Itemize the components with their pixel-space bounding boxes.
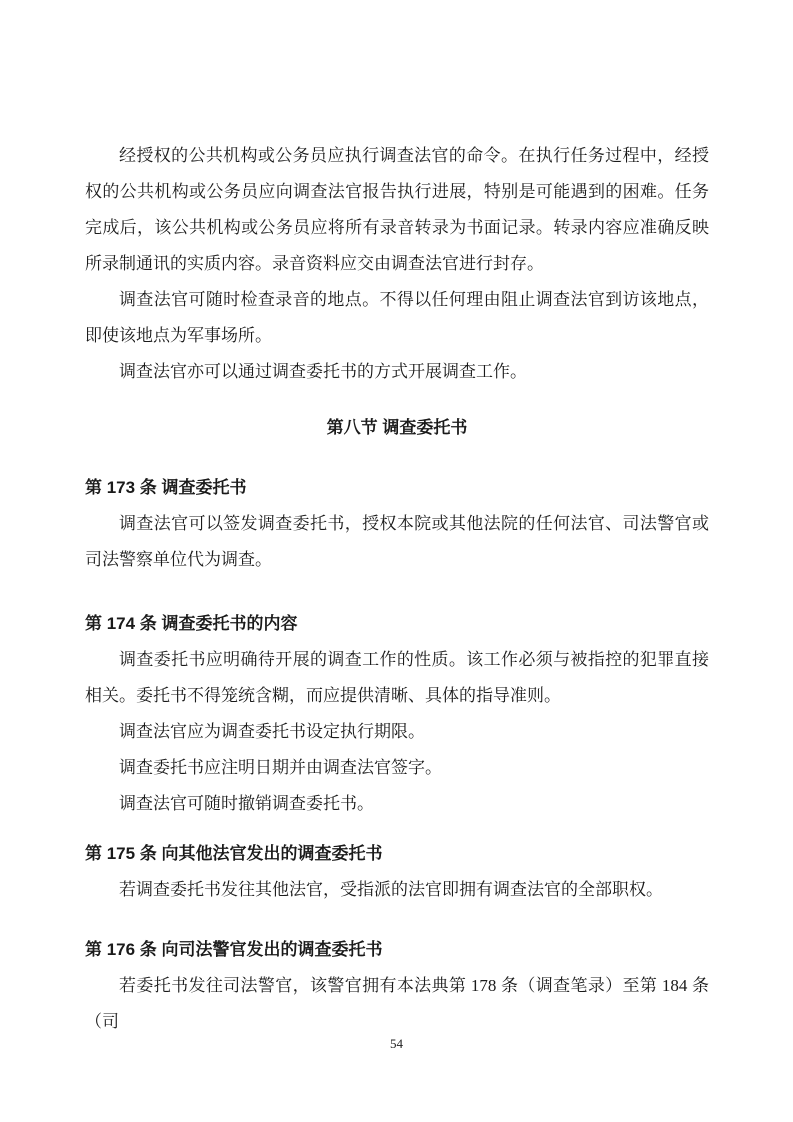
article-174-paragraph: 调查法官应为调查委托书设定执行期限。	[119, 722, 425, 741]
article-176-paragraph: 若委托书发往司法警官，该警官拥有本法典第 178 条（调查笔录）至第 184 条（司	[85, 976, 709, 1031]
intro-paragraph: 调查法官可随时检查录音的地点。不得以任何理由阻止调查法官到访该地点，即使该地点为军事场所。	[85, 290, 709, 345]
section-heading: 第八节 调查委托书	[326, 418, 468, 437]
article-174-heading: 第 174 条 调查委托书的内容	[85, 614, 298, 633]
article-175-paragraph: 若调查委托书发往其他法官，受指派的法官即拥有调查法官的全部职权。	[119, 880, 663, 899]
article-174-paragraph: 调查委托书应明确待开展的调查工作的性质。该工作必须与被指控的犯罪直接相关。委托书不得笼统含糊，而应提供清晰、具体的指导准则。	[85, 650, 709, 705]
article-174-paragraph: 调查法官可随时撤销调查委托书。	[119, 794, 374, 813]
page-number: 54	[390, 1036, 403, 1051]
article-174-paragraph: 调查委托书应注明日期并由调查法官签字。	[119, 758, 442, 777]
page-content	[85, 138, 709, 1040]
article-176-heading: 第 176 条 向司法警官发出的调查委托书	[85, 940, 383, 959]
article-173-heading: 第 173 条 调查委托书	[85, 478, 247, 497]
article-173-paragraph: 调查法官可以签发调查委托书，授权本院或其他法院的任何法官、司法警官或司法警察单位代为调查。	[85, 514, 709, 569]
intro-paragraph: 经授权的公共机构或公务员应执行调查法官的命令。在执行任务过程中，经授权的公共机构或公务员应向调查法官报告执行进展，特别是可能遇到的困难。任务完成后，该公共机构或公务员应将所有录音转录为书面记录。转录内容应准确反映所录制通讯的实质内容。录音资料应交由调查法官进行封存。	[85, 146, 709, 273]
intro-paragraph: 调查法官亦可以通过调查委托书的方式开展调查工作。	[119, 362, 527, 381]
article-175-heading: 第 175 条 向其他法官发出的调查委托书	[85, 844, 383, 863]
